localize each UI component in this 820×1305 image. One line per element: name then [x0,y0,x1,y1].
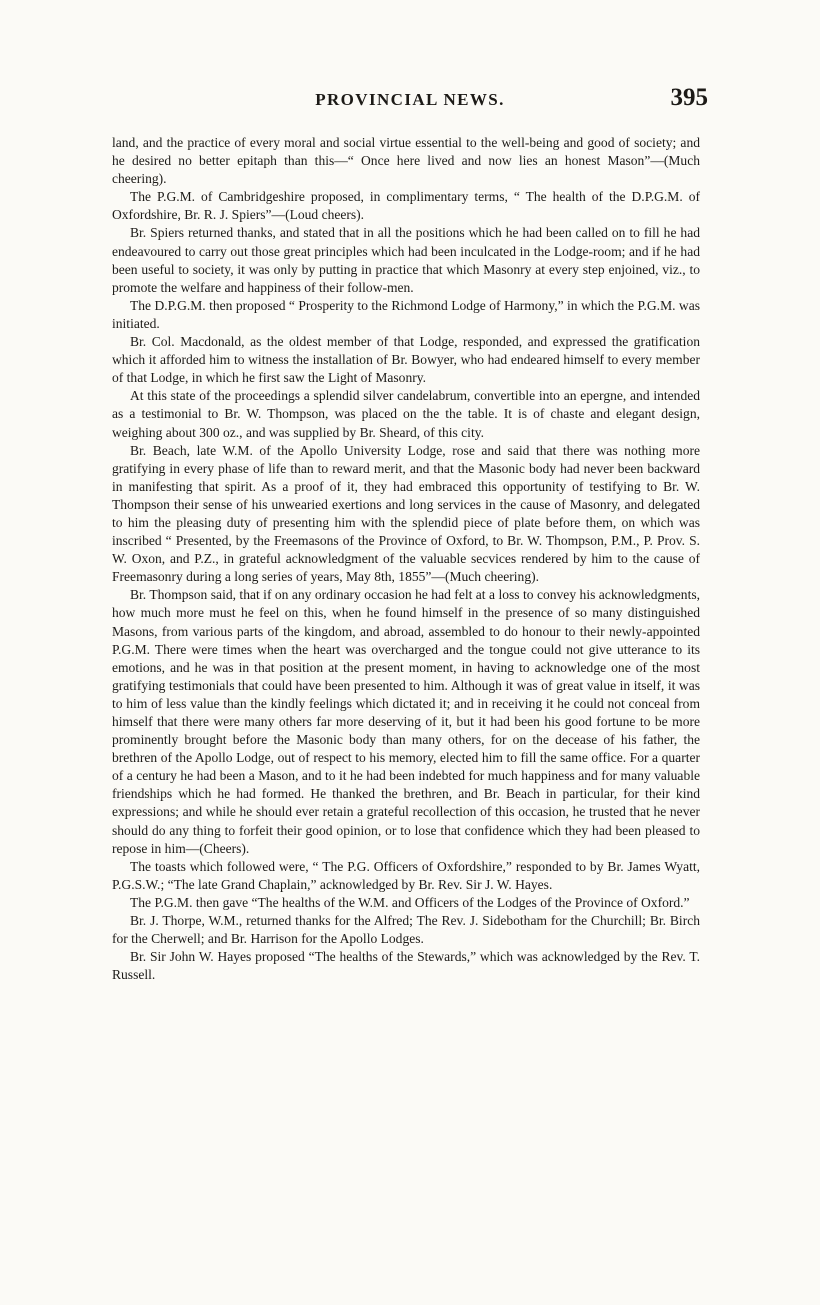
paragraph: Br. Thompson said, that if on any ordinary occasion he had felt at a loss to convey his acknowledgments, how much more must he feel on this, when he found himself in the presence of so many distinguished Masons, from various parts of the kingdom, and abroad, assembled to do honour to their newly-appointed P.G.M. There were times when the heart was overcharged and the tongue could not give utterance to its emotions, and he was in that position at the present moment, in having to acknowledge one of the most gratifying testimonials that could have been presented to him. Although it was of great value in itself, it was to him of less value than the kindly feelings which dictated it; and in receiving it he could not conceal from himself that there were many others far more deserving of it, but it had been his good fortune to be more prominently brought before the Masonic body than many others, for on the decease of his father, the brethren of the Apollo Lodge, out of respect to his memory, elected him to fill the same office. For a quarter of a century he had been a Mason, and to it he had been indebted for much happiness and for many valuable friendships which he had formed. He thanked the brethren, and Br. Beach in particular, for their kind expressions; and while he should ever retain a grateful recollection of this occasion, he trusted that he never should do any thing to forfeit their good opinion, or to lose that confidence which they had been pleased to repose in him—(Cheers). [112,587,700,856]
paragraph: The P.G.M. then gave “The healths of the W.M. and Officers of the Lodges of the Province of Oxford.” [130,894,690,910]
article-body [112,134,700,984]
paragraph: The P.G.M. of Cambridgeshire proposed, in complimentary terms, “ The health of the D.P.G.M. of Oxfordshire, Br. R. J. Spiers”—(Loud cheers). [112,189,700,223]
paragraph: land, and the practice of every moral and social virtue essential to the well-being and good of society; and he desired no better epitaph than this—“ Once here lived and now lies an honest Mason”—(Much cheering). [112,135,700,187]
running-title: PROVINCIAL NEWS. [315,90,505,109]
paragraph: Br. Sir John W. Hayes proposed “The healths of the Stewards,” which was acknowledged by the Rev. T. Russell. [112,949,700,983]
paragraph: Br. Beach, late W.M. of the Apollo University Lodge, rose and said that there was nothing more gratifying in every phase of life than to reward merit, and that the Masonic body had never been backward in manifesting that spirit. As a proof of it, they had embraced this opportunity of testifying to Br. W. Thompson their sense of his unwearied exertions and long services in the cause of Masonry, and delegated to him the pleasing duty of presenting him with the splendid piece of plate before them, on which was inscribed “ Presented, by the Freemasons of the Province of Oxford, to Br. W. Thompson, P.M., P. Prov. S. W. Oxon, and P.Z., in grateful acknowledgment of the valuable secvices rendered by him to the cause of Freemasonry during a long series of years, May 8th, 1855”—(Much cheering). [112,442,700,585]
paragraph: The toasts which followed were, “ The P.G. Officers of Oxfordshire,” responded to by Br. James Wyatt, P.G.S.W.; “The late Grand Chaplain,” acknowledged by Br. Rev. Sir J. W. Hayes. [112,858,700,892]
page-number: 395 [670,84,708,111]
paragraph: The D.P.G.M. then proposed “ Prosperity to the Richmond Lodge of Harmony,” in which the P.G.M. was initiated. [112,297,700,331]
paragraph: At this state of the proceedings a splendid silver candelabrum, convertible into an epergne, and intended as a testimonial to Br. W. Thompson, was placed on the the table. It is of chaste and elegant design, weighing about 300 oz., and was supplied by Br. Sheard, of this city. [112,388,700,440]
running-header [0,84,820,114]
paragraph: Br. Col. Macdonald, as the oldest member of that Lodge, responded, and expressed the gratification which it afforded him to witness the installation of Br. Bowyer, who had endeared himself to every member of that Lodge, in which he first saw the Light of Masonry. [112,334,700,386]
paragraph: Br. J. Thorpe, W.M., returned thanks for the Alfred; The Rev. J. Sidebotham for the Churchill; Br. Birch for the Cherwell; and Br. Harrison for the Apollo Lodges. [112,913,700,947]
paragraph: Br. Spiers returned thanks, and stated that in all the positions which he had been called on to fill he had endeavoured to carry out those great principles which had been inculcated in the Lodge-room; and if he had been useful to society, it was only by putting in practice that which Masonry at every step enjoined, viz., to promote the welfare and happiness of their follow-men. [112,225,700,295]
